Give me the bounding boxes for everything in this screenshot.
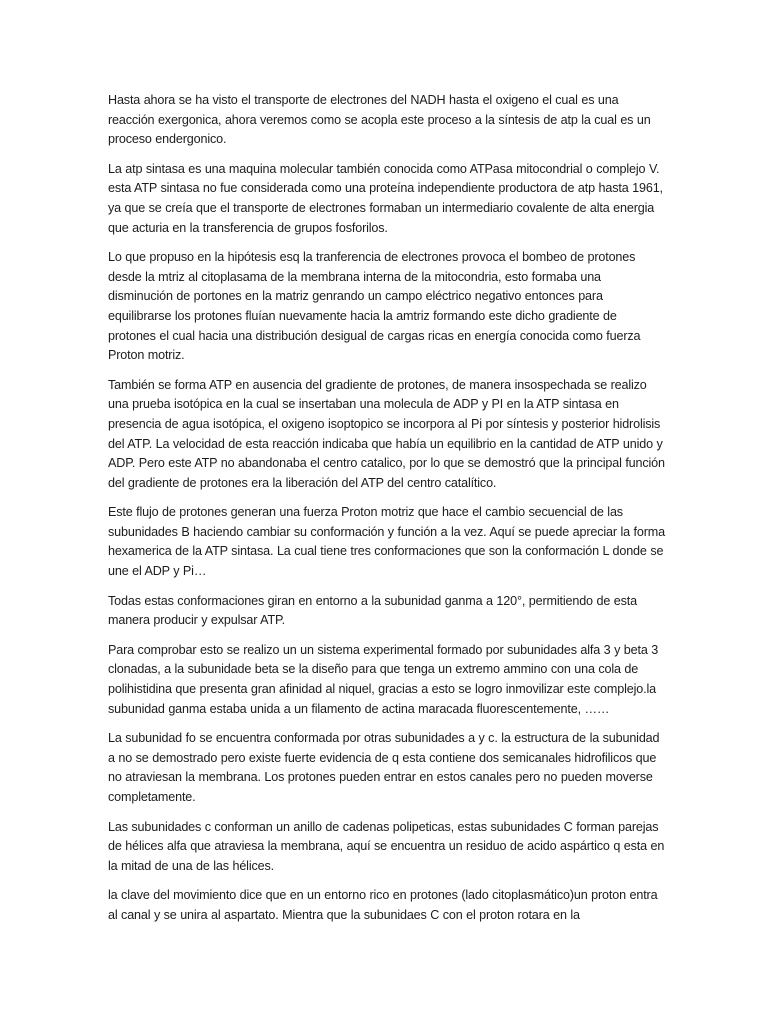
paragraph-6: Todas estas conformaciones giran en entorno a la subunidad ganma a 120°, permitiendo de esta manera producir y expulsar ATP. — [108, 593, 637, 628]
paragraph-7: Para comprobar esto se realizo un un sistema experimental formado por subunidades alfa 3 y beta 3 clonadas, a la subunidade beta se la diseño para que tenga un extremo ammino con una cola de polihistidina que presenta gran afinidad al niquel, gracias a esto se logro inmovilizar este complejo.la subunidad ganma estaba unida a un filamento de actina maracada fluorescentemente, …… — [108, 642, 659, 716]
paragraph-1: Hasta ahora se ha visto el transporte de electrones del NADH hasta el oxigeno el cual es una reacción exergonica, ahora veremos como se acopla este proceso a la síntesis de atp la cual es un proceso endergonico. — [108, 93, 651, 147]
paragraph-3: Lo que propuso en la hipótesis esq la tranferencia de electrones provoca el bombeo de protones desde la mtriz al citoplasama de la membrana interna de la mitocondria, esto formaba una disminución de portones en la matriz genrando un campo eléctrico negativo entonces para equilibrarse los protones fluían nuevamente hacia la amtriz formando este dicho gradiente de protones el cual hacia una distribución desigual de cargas ricas en energía conocida como fuerza Proton motriz. — [108, 250, 641, 363]
paragraph-10: la clave del movimiento dice que en un entorno rico en protones (lado citoplasmático)un proton entra al canal y se unira al aspartato. Mientra que la subunidaes C con el proton rotara en la — [108, 888, 658, 922]
paragraph-9: Las subunidades c conforman un anillo de cadenas polipeticas, estas subunidades C forman parejas de hélices alfa que atraviesa la membrana, aquí se encuentra un residuo de acido aspártico q esta en la mitad de una de las hélices. — [108, 819, 665, 873]
paragraph-8: La subunidad fo se encuentra conformada por otras subunidades a y c. la estructura de la subunidad a no se demostrado pero existe fuerte evidencia de q esta contiene dos semicanales hidrofilicos que no atraviesan la membrana. Los protones pueden entrar en estos canales pero no pueden moverse completamente. — [108, 731, 660, 804]
paragraph-4: También se forma ATP en ausencia del gradiente de protones, de manera insospechada se realizo una prueba isotópica en la cual se insertaban una molecula de ADP y PI en la ATP sintasa en presencia de agua isotópica, el oxigeno isoptopico se incorpora al Pi por síntesis y posterior hidrolisis del ATP. La velocidad de esta reacción indicaba que había un equilibrio en la cantidad de ATP unido y ADP. Pero este ATP no abandonaba el centro catalico, por lo que se demostró que la principal función del gradiente de protones era la liberación del ATP del centro catalítico. — [108, 377, 665, 490]
paragraph-5: Este flujo de protones generan una fuerza Proton motriz que hace el cambio secuencial de las subunidades B haciendo cambiar su conformación y función a la vez. Aquí se puede apreciar la forma hexamerica de la ATP sintasa. La cual tiene tres conformaciones que son la conformación L donde se une el ADP y Pi… — [108, 505, 665, 579]
paragraph-2: La atp sintasa es una maquina molecular también conocida como ATPasa mitocondrial o complejo V. esta ATP sintasa no fue considerada como una proteína independiente productora de atp hasta 1961, ya que se creía que el transporte de electrones formaban un intermediario covalente de alta energia que acturia en la transferencia de grupos fosforilos. — [108, 161, 663, 235]
